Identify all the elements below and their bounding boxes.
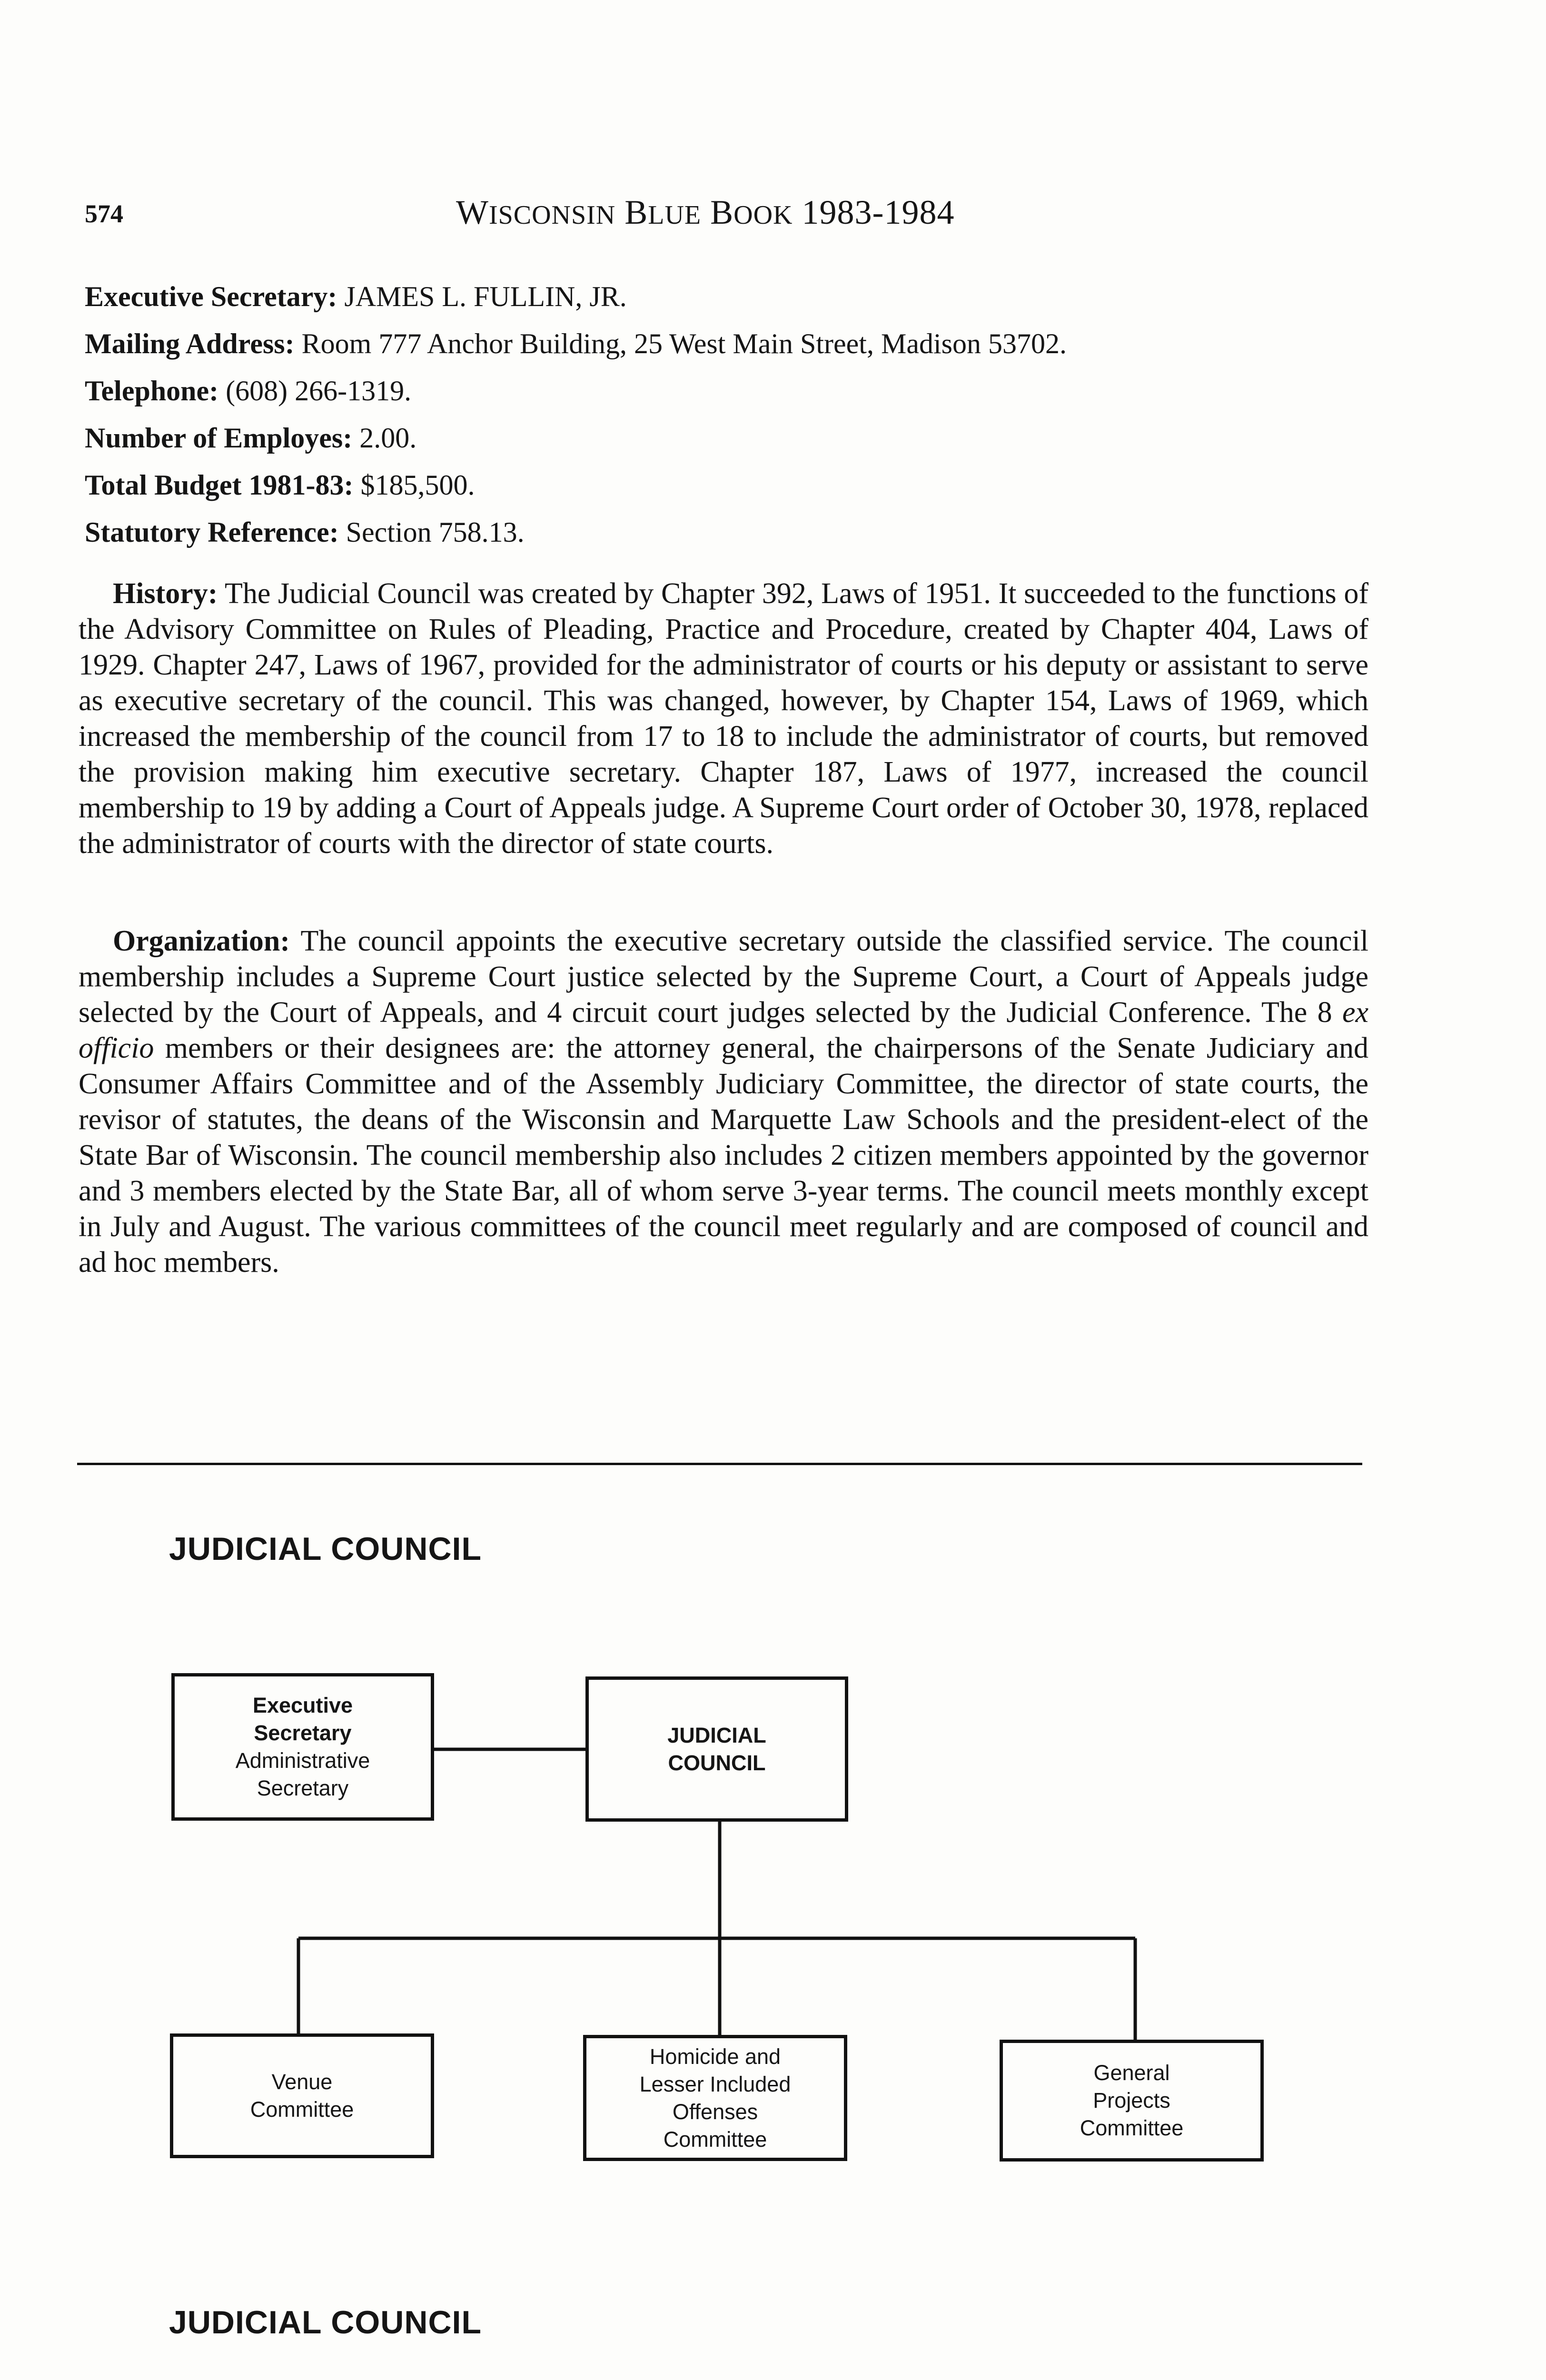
venue-committee-box: Venue Committee bbox=[170, 2033, 434, 2158]
title-lue: LUE bbox=[648, 200, 702, 230]
title-b2: B bbox=[710, 193, 734, 231]
title-isconsin: ISCONSIN bbox=[488, 200, 616, 230]
organization-text-2: members or their designees are: the attorney general, the chairpersons of the Senate Judiciary and Consumer Affairs Committee and of the Assembly Judiciary Committee, the director of state courts, the revisor of statutes, the deans of the Wisconsin and Marquette Law Schools and the president-elect of the State Bar of Wisconsin. The council membership also includes 2 citizen members appointed by the governor and 3 members elected by the State Bar, all of whom serve 3-year terms. The council meets monthly except in July and August. The various committees of the council meet regularly and are composed of council and ad hoc members. bbox=[79, 1032, 1368, 1279]
general-projects-committee-box: General Projects Committee bbox=[1000, 2040, 1264, 2162]
history-paragraph bbox=[79, 576, 1368, 862]
fact-total-budget: Total Budget 1981-83: $185,500. bbox=[85, 469, 475, 501]
organization-paragraph bbox=[79, 923, 1368, 1280]
running-title bbox=[456, 193, 954, 232]
organization-text-em: ex officio bbox=[79, 996, 1368, 1064]
fact-number-of-employes: Number of Employes: 2.00. bbox=[85, 422, 417, 454]
fact-telephone: Telephone: (608) 266-1319. bbox=[85, 375, 412, 407]
history-label: History: bbox=[113, 577, 218, 610]
history-text: The Judicial Council was created by Chapter 392, Laws of 1951. It succeeded to the functions of the Advisory Committee on Rules of Pleading, Practice and Procedure, created by Chapter 404, Laws of 1929. Chapter 247, Laws of 1967, provided for the administrator of courts or his deputy or assistant to serve as executive secretary of the council. This was changed, however, by Chapter 154, Laws of 1969, which increased the membership of the council from 17 to 18 to include the administrator of courts, but removed the provision making him executive secretary. Chapter 187, Laws of 1977, increased the council membership to 19 by adding a Court of Appeals judge. A Supreme Court order of October 30, 1978, replaced the administrator of courts with the director of state courts. bbox=[79, 577, 1368, 860]
org-chart-caption: JUDICIAL COUNCIL bbox=[169, 2304, 482, 2340]
organization-text-1: The council appoints the executive secretary outside the classified service. The council membership includes a Supreme Court justice selected by the Supreme Court, a Court of Appeals judge selected by the Court of Appeals, and 4 circuit court judges selected by the Judicial Conference. The 8 bbox=[79, 925, 1368, 1029]
title-b: B bbox=[624, 193, 648, 231]
homicide-committee-box: Homicide and Lesser Included Offenses Committee bbox=[583, 2035, 847, 2161]
title-year: 1983-1984 bbox=[802, 193, 955, 231]
page-number: 574 bbox=[85, 199, 123, 228]
title-w: W bbox=[456, 193, 489, 231]
section-divider bbox=[77, 1463, 1362, 1465]
org-chart-heading: JUDICIAL COUNCIL bbox=[169, 1531, 482, 1567]
executive-secretary-box: Executive Secretary Administrative Secretary bbox=[171, 1673, 434, 1821]
fact-mailing-address: Mailing Address: Room 777 Anchor Building, 25 West Main Street, Madison 53702. bbox=[85, 328, 1067, 359]
fact-executive-secretary: Executive Secretary: JAMES L. FULLIN, JR. bbox=[85, 281, 627, 312]
organization-label: Organization: bbox=[113, 925, 290, 957]
fact-statutory-reference: Statutory Reference: Section 758.13. bbox=[85, 516, 525, 548]
fact-list bbox=[85, 281, 1370, 564]
judicial-council-box: JUDICIAL COUNCIL bbox=[585, 1676, 848, 1822]
title-ook: OOK bbox=[733, 200, 793, 230]
